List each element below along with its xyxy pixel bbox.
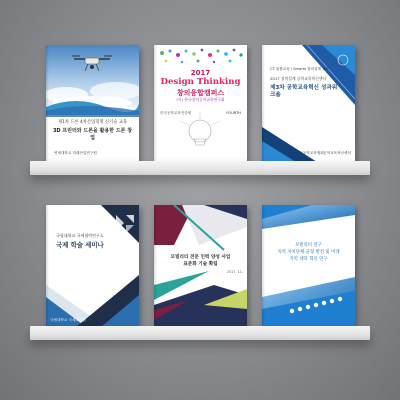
book-spine bbox=[46, 205, 49, 327]
book-spine bbox=[262, 205, 265, 327]
book-standardization[interactable] bbox=[154, 205, 247, 327]
book-3-org1: 한국공학교육협회 bbox=[296, 151, 324, 155]
book-3-title: 제3차 공학교육혁신 성과워크숍 bbox=[270, 85, 338, 99]
book-3-title-small: 2017 창의설계 공학교육혁신센터 bbox=[270, 76, 327, 81]
drone-cover-art bbox=[46, 45, 139, 162]
book-2-title-en: Design Thinking bbox=[160, 77, 241, 87]
book-4-title: 국제 학술 세미나 bbox=[56, 241, 104, 249]
book-6-title-line1: 지역 자치단체 균형 발전 및 미래 bbox=[277, 250, 340, 255]
book-drone[interactable] bbox=[46, 45, 139, 162]
book-1-org: 연세대학교 미래산업연구원 bbox=[54, 151, 97, 155]
blue-stripes-art bbox=[262, 45, 355, 162]
top-shelf bbox=[30, 161, 370, 175]
book-international-seminar[interactable] bbox=[46, 205, 139, 327]
book-5-title-line1: 모빌리티 전문 인력 양성 사업 bbox=[170, 255, 231, 260]
dots-pattern-art bbox=[154, 45, 247, 162]
book-1-subtitle: 제1차 드론 4차산업혁명 신기술 교육 bbox=[57, 120, 128, 125]
book-2-year: 2017 bbox=[190, 69, 211, 77]
book-3-org2: 공학교육혁신센터 bbox=[323, 151, 351, 155]
triangle-pattern-art bbox=[46, 205, 139, 327]
book-spine bbox=[46, 45, 49, 162]
book-6-title-line2: 지역 대학 혁신 연구 bbox=[289, 257, 328, 262]
book-2-org1: 한국공학교육인증원 bbox=[160, 111, 192, 115]
book-1-title: 3D 프린터와 드론을 활용한 드론 창업 bbox=[52, 128, 133, 141]
book-4-pre-title: 국립대학교 국제협력연구소 bbox=[56, 233, 104, 238]
book-regional-innovation[interactable] bbox=[262, 205, 355, 327]
book-5-title-line2: 표준화 기술 확립 bbox=[183, 262, 218, 267]
book-design-thinking[interactable] bbox=[154, 45, 247, 162]
bottom-shelf bbox=[30, 326, 370, 340]
book-spine bbox=[262, 45, 265, 162]
book-3-header: CT 융합교육 / Smarts 창의설계 교육 bbox=[270, 67, 330, 71]
blue-wave-art bbox=[262, 205, 355, 327]
book-6-pre-title: 모빌리티 연구 bbox=[295, 243, 322, 248]
book-2-subtitle: (사) 한국창의공학교육연구회 bbox=[176, 97, 225, 102]
book-2-org2: FOURTH bbox=[226, 111, 241, 115]
book-4-org: 국립대학교 국제교류원 bbox=[50, 318, 86, 322]
book-spine bbox=[154, 45, 157, 162]
book-engineering-workshop[interactable] bbox=[262, 45, 355, 162]
book-5-date: 2017. 11. bbox=[226, 270, 243, 274]
book-2-title-kr: 창의융합캠퍼스 bbox=[176, 89, 225, 97]
